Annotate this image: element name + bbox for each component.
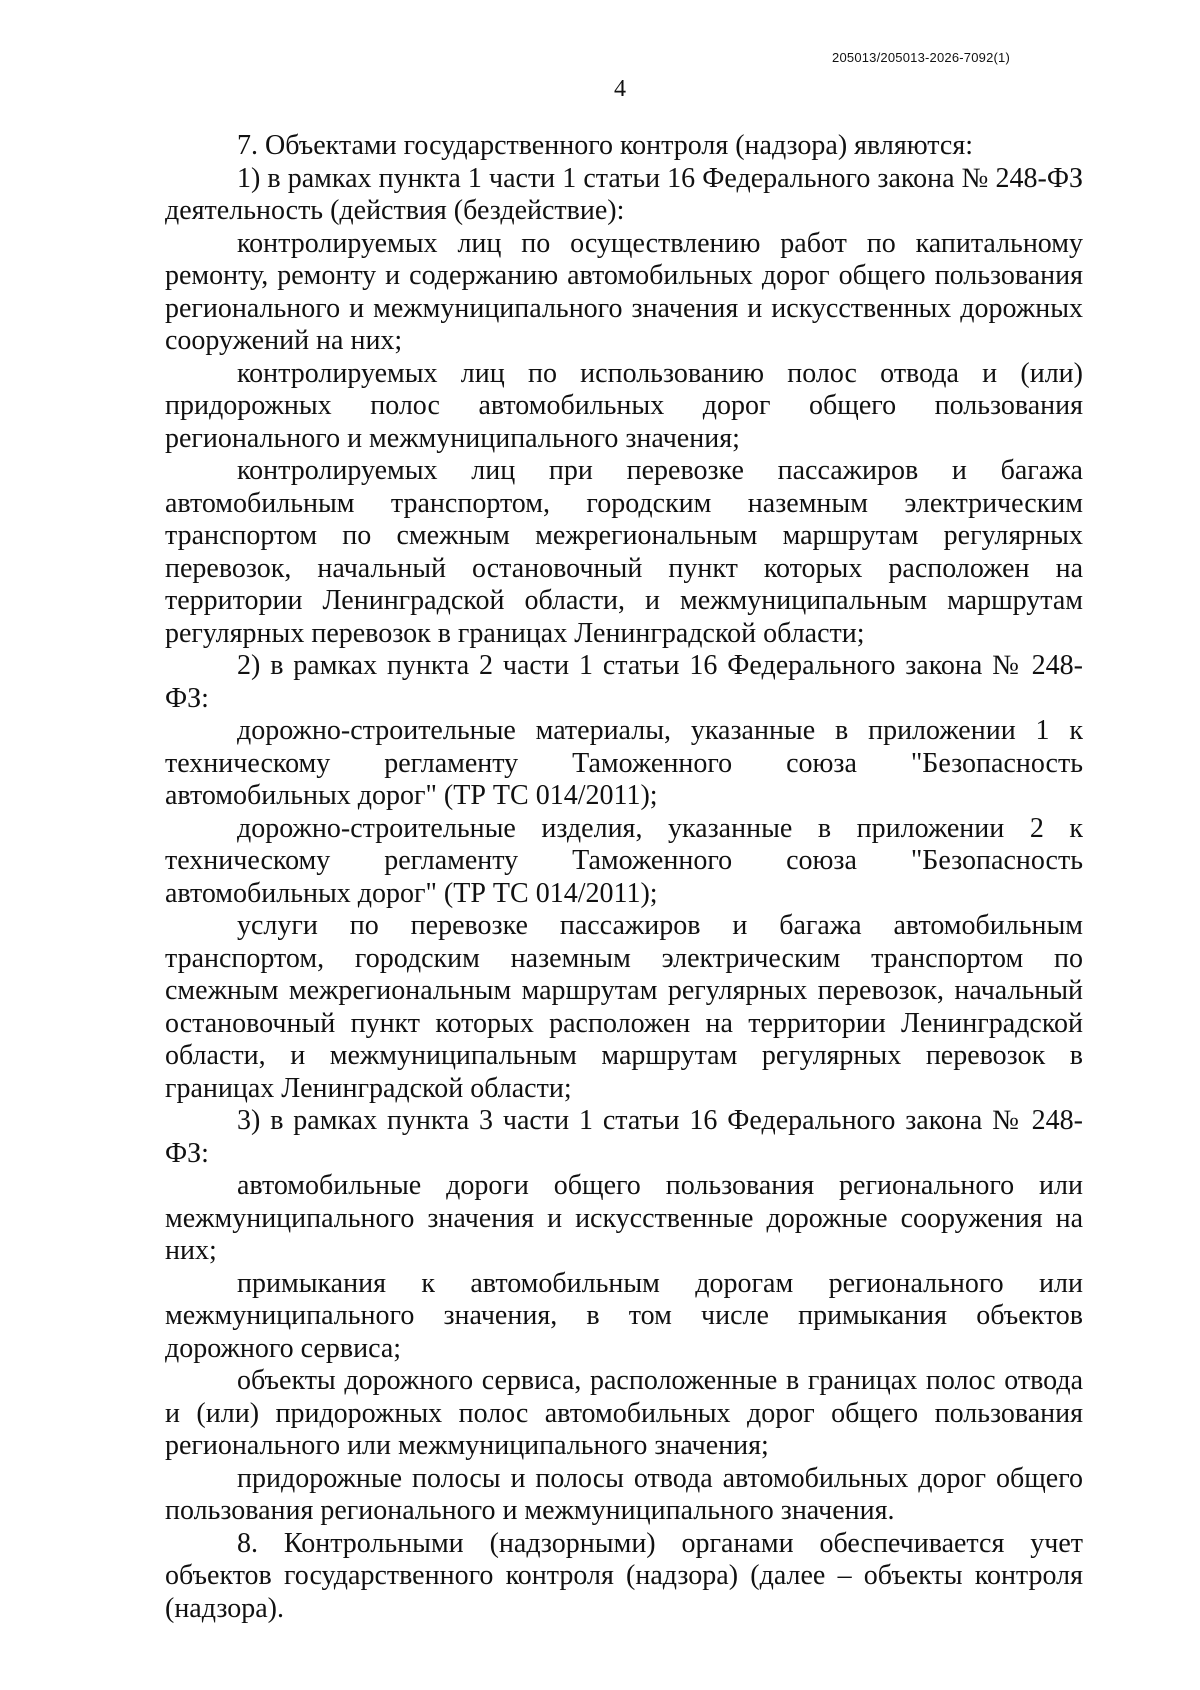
paragraph: дорожно-строительные изделия, указанные в приложении 2 к техническому регламенту Таможенного союза "Безопасность автомобильных дорог" (ТР ТС 014/2011); xyxy=(165,812,1083,909)
paragraph: 8. Контрольными (надзорными) органами обеспечивается учет объектов государственного контроля (надзора) (далее – объекты контроля (надзора). xyxy=(165,1527,1083,1624)
paragraph: придорожные полосы и полосы отвода автомобильных дорог общего пользования регионального и межмуниципального значения. xyxy=(165,1462,1083,1526)
paragraph: 7. Объектами государственного контроля (надзора) являются: xyxy=(237,130,973,161)
page-number: 4 xyxy=(614,76,626,102)
paragraph: 2) в рамках пункта 2 части 1 статьи 16 Федерального закона № 248-ФЗ: xyxy=(165,650,1083,714)
document-body xyxy=(165,130,1083,1625)
document-id: 205013/205013-2026-7092(1) xyxy=(832,50,1010,65)
paragraph: объекты дорожного сервиса, расположенные в границах полос отвода и (или) придорожных полос автомобильных дорог общего пользования регионального или межмуниципального значения; xyxy=(165,1365,1083,1461)
paragraph: контролируемых лиц по использованию полос отвода и (или) придорожных полос автомобильных дорог общего пользования регионального и межмуниципального значения; xyxy=(165,357,1083,454)
paragraph: дорожно-строительные материалы, указанные в приложении 1 к техническому регламенту Таможенного союза "Безопасность автомобильных дорог" (ТР ТС 014/2011); xyxy=(165,715,1083,811)
paragraph: примыкания к автомобильным дорогам регионального или межмуниципального значения, в том числе примыкания объектов дорожного сервиса; xyxy=(165,1267,1083,1364)
paragraph: 1) в рамках пункта 1 части 1 статьи 16 Федерального закона № 248-ФЗ деятельность (действия (бездействие): xyxy=(165,162,1083,226)
paragraph: услуги по перевозке пассажиров и багажа автомобильным транспортом, городским наземным электрическим транспортом по смежным межрегиональным маршрутам регулярных перевозок, начальный остановочный пункт которых расположен на территории Ленинградской области, и межмуниципальным маршрутам регулярных перевозок в границах Ленинградской области; xyxy=(165,910,1083,1104)
paragraph: 3) в рамках пункта 3 части 1 статьи 16 Федерального закона № 248-ФЗ: xyxy=(165,1105,1083,1169)
paragraph: контролируемых лиц при перевозке пассажиров и багажа автомобильным транспортом, городским наземным электрическим транспортом по смежным межрегиональным маршрутам регулярных перевозок, начальный остановочный пункт которых расположен на территории Ленинградской области, и межмуниципальным маршрутам регулярных перевозок в границах Ленинградской области; xyxy=(165,455,1083,649)
paragraph: автомобильные дороги общего пользования регионального или межмуниципального значения и искусственные дорожные сооружения на них; xyxy=(165,1170,1083,1266)
paragraph: контролируемых лиц по осуществлению работ по капитальному ремонту, ремонту и содержанию автомобильных дорог общего пользования регионального и межмуниципального значения и искусственных дорожных сооружений на них; xyxy=(165,227,1083,356)
